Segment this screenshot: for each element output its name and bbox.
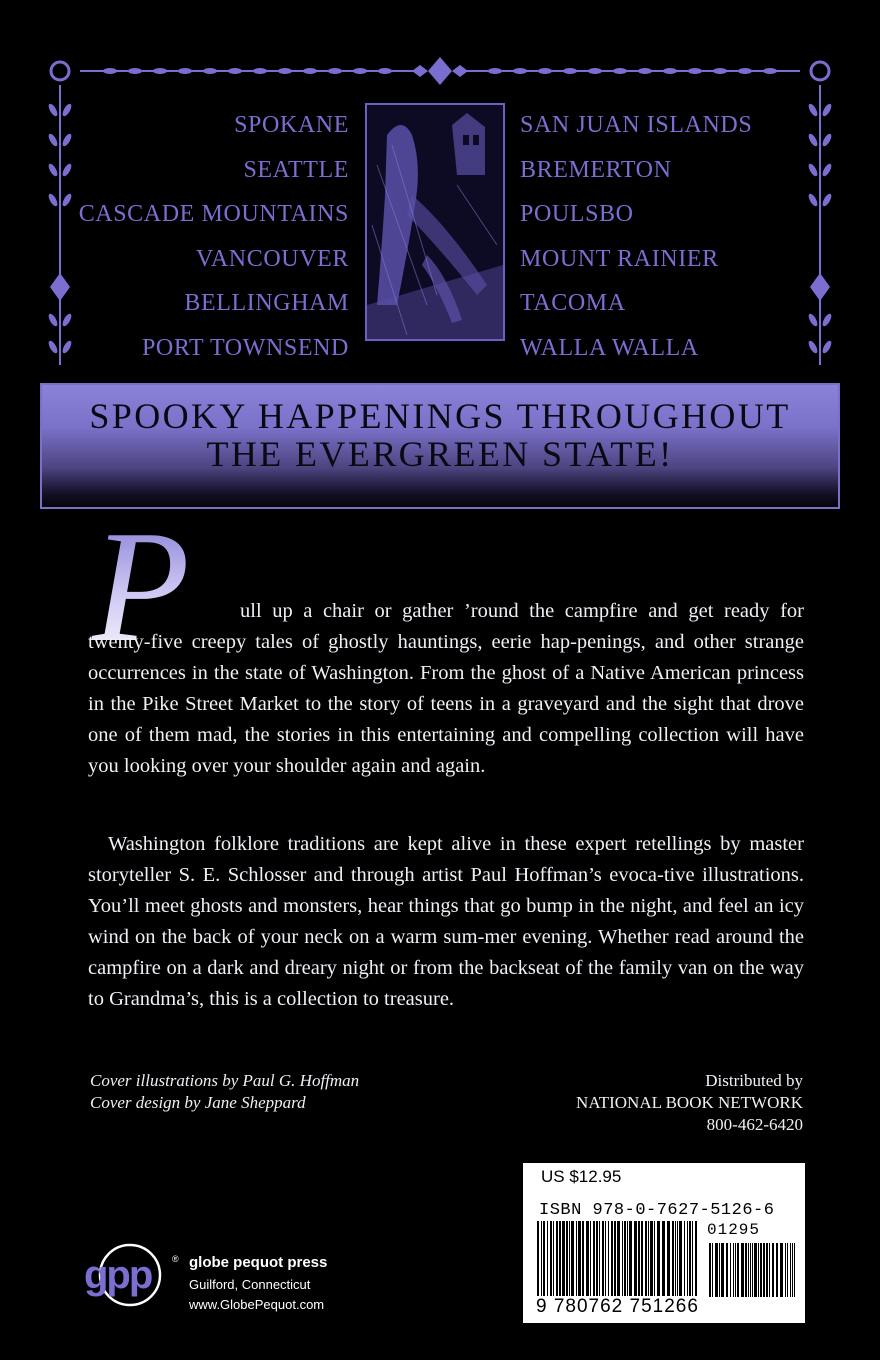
barcode-bar	[562, 1221, 565, 1297]
barcode-bar	[590, 1221, 591, 1297]
barcode-supplement-bar	[792, 1243, 793, 1297]
barcode-supplement-bar	[737, 1243, 739, 1297]
publisher-logo-text: gpp	[84, 1253, 152, 1297]
barcode-bar	[605, 1221, 606, 1297]
tagline-line-2: THE EVERGREEN STATE!	[206, 434, 674, 474]
place-name: MOUNT RAINIER	[520, 245, 719, 272]
place-name: BREMERTON	[520, 156, 672, 183]
barcode-bar	[582, 1221, 584, 1297]
barcode-bar	[645, 1221, 647, 1297]
barcode-bar	[596, 1221, 598, 1297]
distributor-phone: 800-462-6420	[706, 1115, 803, 1134]
dropcap-text: P	[92, 512, 190, 662]
dropcap-indent	[88, 596, 240, 624]
tagline-line-1: SPOOKY HAPPENINGS THROUGHOUT	[89, 396, 791, 436]
barcode-bar	[638, 1221, 640, 1297]
place-name: VANCOUVER	[196, 245, 349, 272]
isbn-number: ISBN 978-0-7627-5126-6	[539, 1201, 775, 1220]
barcode-supplement-bar	[715, 1243, 718, 1297]
barcode-bar	[599, 1221, 600, 1297]
ghost-illustration	[365, 103, 505, 341]
paragraph-1-text: ull up a chair or gather ’round the campfire and get ready for twenty-five creepy tales of ghostly hauntings, eerie hap-penings, and other strange occurrences in the state of Washington. From the ghost of a Native American princess in the Pike Street Market to the story of teens in a graveyard and the sight that drove one of them mad, the stories in this entertaining and compelling collection will have you looking over your shoulder again and again.	[88, 600, 804, 777]
svg-text:®: ®	[172, 1254, 179, 1264]
barcode-supplement-bar	[712, 1243, 713, 1297]
barcode-bar	[550, 1221, 552, 1297]
tagline-banner	[40, 383, 840, 509]
barcode-bar	[537, 1221, 539, 1297]
barcode-bar	[617, 1221, 620, 1297]
barcode-bar	[684, 1221, 685, 1297]
distributor-label: Distributed by	[705, 1071, 803, 1090]
barcode-bar	[576, 1221, 577, 1297]
price: US $12.95	[541, 1167, 622, 1186]
place-name: SEATTLE	[243, 156, 349, 183]
barcode-bar	[556, 1221, 558, 1297]
place-name: SPOKANE	[234, 112, 349, 138]
publisher-url: www.GlobePequot.com	[189, 1297, 325, 1312]
barcode-supplement-bar	[730, 1243, 731, 1297]
place-name: CASCADE MOUNTAINS	[78, 201, 349, 228]
cover-credits	[90, 1070, 359, 1114]
publisher-logo	[80, 1242, 184, 1312]
barcode-bar	[692, 1221, 693, 1297]
barcode-supplement-bar	[726, 1243, 728, 1297]
barcode-bar	[687, 1221, 688, 1297]
barcode-bar	[553, 1221, 554, 1297]
place-name: TACOMA	[520, 290, 626, 317]
barcode-supplement-bar	[719, 1243, 720, 1297]
barcode-bar	[543, 1221, 545, 1297]
barcode-bar	[608, 1221, 609, 1297]
barcode-supplement-bar	[750, 1243, 751, 1297]
place-list-right	[520, 103, 752, 371]
publisher-name: globe pequot press	[189, 1254, 328, 1271]
barcode-bar	[586, 1221, 589, 1297]
barcode-bar	[641, 1221, 643, 1297]
design-credit: Cover design by Jane Sheppard	[90, 1093, 306, 1112]
barcode-supplement-bar	[766, 1243, 768, 1297]
barcode-supplement-bar	[752, 1243, 753, 1297]
barcode-supplement-bar	[758, 1243, 759, 1297]
barcode-supplement-bar	[709, 1243, 711, 1297]
barcode-bar	[611, 1221, 613, 1297]
barcode-supplement-bar	[733, 1243, 734, 1297]
barcode-supplement-bar	[754, 1243, 757, 1297]
barcode-bar	[547, 1221, 548, 1297]
barcode-supplement-bar	[790, 1243, 791, 1297]
barcode-bar	[624, 1221, 626, 1297]
barcode-bar	[648, 1221, 649, 1297]
barcode-digits: 9 780762 751266	[536, 1296, 699, 1317]
barcode-bar	[634, 1221, 637, 1297]
barcode-bar	[627, 1221, 628, 1297]
barcode-supplement-bar	[763, 1243, 765, 1297]
barcode-bar	[614, 1221, 616, 1297]
barcode-bar	[650, 1221, 653, 1297]
barcode-bar	[566, 1221, 568, 1297]
description-paragraph-2: Washington folklore traditions are kept alive in these expert retellings by master storyteller S. E. Schlosser and through artist Paul Hoffman’s evoca-tive illustrations. You’ll meet ghosts and monsters, hear things that go bump in the night, and feel an icy wind on the back of your neck on a warm sum-mer evening. Whether read around the campfire on a dark and dreary night or from the backseat of the family van on the way to Grandma’s, this is a collection to treasure.	[88, 833, 804, 1010]
barcode-bar	[672, 1221, 674, 1297]
barcode-bar	[622, 1221, 623, 1297]
barcode-supplement-bar	[787, 1243, 788, 1297]
barcode-bar	[578, 1221, 581, 1297]
barcode-bar	[629, 1221, 632, 1297]
distributor-name: NATIONAL BOOK NETWORK	[576, 1093, 803, 1112]
barcode-bar	[662, 1221, 665, 1297]
barcode-bar	[667, 1221, 670, 1297]
publisher-city: Guilford, Connecticut	[189, 1277, 311, 1292]
barcode-bar	[602, 1221, 604, 1297]
place-name: PORT TOWNSEND	[141, 334, 349, 361]
barcode-supplement-digits: 01295	[707, 1221, 761, 1239]
barcode-supplement-bar	[735, 1243, 736, 1297]
place-name: BELLINGHAM	[184, 290, 349, 317]
place-name: WALLA WALLA	[520, 334, 699, 361]
barcode-supplement-bar	[776, 1243, 778, 1297]
barcode-supplement-bar	[780, 1243, 783, 1297]
barcode-bar	[569, 1221, 570, 1297]
barcode-supplement-bar	[721, 1243, 724, 1297]
barcode-supplement-bar	[785, 1243, 786, 1297]
barcode-bar	[654, 1221, 655, 1297]
place-name: SAN JUAN ISLANDS	[520, 112, 753, 138]
barcode-supplement-bar	[772, 1243, 774, 1297]
barcode-bar	[695, 1221, 697, 1297]
barcode-bar	[689, 1221, 691, 1297]
barcode-bar	[675, 1221, 676, 1297]
place-list-left	[79, 103, 349, 371]
distributor-info	[576, 1070, 803, 1136]
description-paragraph-1	[88, 596, 804, 782]
barcode-supplement-bar	[794, 1243, 795, 1297]
illustration-credit: Cover illustrations by Paul G. Hoffman	[90, 1071, 360, 1090]
barcode-bar	[657, 1221, 660, 1297]
barcode-supplement-bar	[748, 1243, 749, 1297]
barcode-bar	[571, 1221, 574, 1297]
barcode-supplement-bar	[760, 1243, 762, 1297]
barcode-supplement-bar	[741, 1243, 744, 1297]
barcode-supplement-bar	[769, 1243, 770, 1297]
barcode-bar	[677, 1221, 678, 1297]
barcode-bar	[593, 1221, 595, 1297]
barcode-bar	[679, 1221, 682, 1297]
barcode-supplement-bar	[745, 1243, 747, 1297]
place-name: POULSBO	[520, 201, 634, 228]
barcode-bar	[559, 1221, 561, 1297]
barcode-label	[523, 1163, 805, 1323]
barcode-bar	[541, 1221, 542, 1297]
